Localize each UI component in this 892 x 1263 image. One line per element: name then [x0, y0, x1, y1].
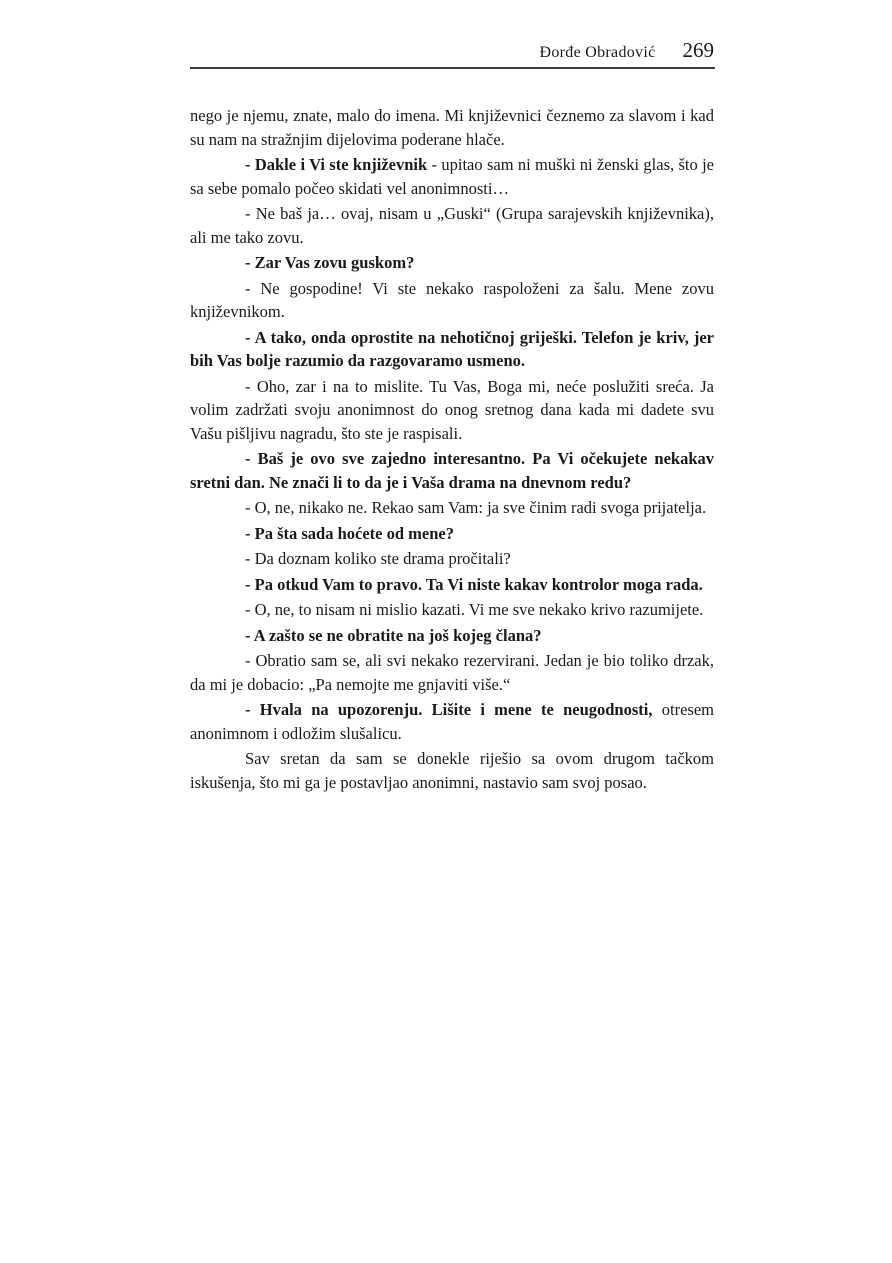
dialogue-bold-segment: - A tako, onda oprostite na nehotičnoj griješki. Telefon je kriv, jer bih Vas bolje razumio da razgovaramo usmeno.	[190, 327, 714, 370]
paragraph	[190, 522, 714, 546]
paragraph	[190, 573, 714, 597]
dialogue-bold-segment: - A zašto se ne obratite na još kojeg člana?	[245, 625, 542, 645]
dialogue-bold-segment: - Baš je ovo sve zajedno interesantno. Pa Vi očekujete nekakav sretni dan. Ne znači li to da je i Vaša drama na dnevnom redu?	[190, 449, 714, 492]
paragraph	[190, 624, 714, 648]
paragraph	[190, 277, 714, 324]
paragraph	[190, 251, 714, 275]
dialogue-bold-segment: - Dakle i Vi ste književnik	[245, 155, 428, 174]
paragraph	[190, 547, 714, 571]
paragraph	[190, 104, 714, 151]
text-segment: otresem anonimnom i odložim slušalicu.	[190, 700, 714, 743]
running-header	[190, 38, 714, 63]
text-segment: Sav sretan da sam se donekle riješio sa ovom drugom tačkom iskušenja, što mi ga je postavljao anonimni, nastavio sam svoj posao.	[190, 749, 714, 792]
paragraph	[190, 375, 714, 446]
paragraph	[190, 598, 714, 622]
text-segment: - Ne baš ja… ovaj, nisam u „Guski“ (Grupa sarajevskih književnika), ali me tako zovu.	[190, 204, 714, 247]
paragraph	[190, 326, 714, 373]
text-segment: - Ne gospodine! Vi ste nekako raspoloženi za šalu. Mene zovu književnikom.	[190, 278, 714, 321]
paragraph	[190, 153, 714, 200]
text-segment: nego je njemu, znate, malo do imena. Mi književnici čeznemo za slavom i kad su nam na stražnjim dijelovima poderane hlače.	[190, 106, 714, 149]
dialogue-bold-segment: - Pa otkud Vam to pravo. Ta Vi niste kakav kontrolor moga rada.	[245, 574, 703, 594]
paragraph	[190, 698, 714, 745]
page-body	[190, 104, 714, 796]
paragraph	[190, 202, 714, 249]
dialogue-bold-segment: - Hvala na upozorenju. Lišite i mene te neugodnosti,	[245, 700, 653, 719]
text-segment: - Da doznam koliko ste drama pročitali?	[245, 549, 511, 568]
page-number: 269	[682, 38, 714, 62]
text-segment: - Obratio sam se, ali svi nekako rezervirani. Jedan je bio toliko drzak, da mi je dobacio: „Pa nemojte me gnjaviti više.“	[190, 651, 714, 694]
paragraph	[190, 447, 714, 494]
text-segment: - Oho, zar i na to mislite. Tu Vas, Boga mi, neće poslužiti sreća. Ja volim zadržati svoju anonimnost do onog sretnog dana kada mi dadete svu Vašu pišljivu nagradu, što ste je raspisali.	[190, 376, 714, 443]
paragraph	[190, 496, 714, 520]
header-rule	[190, 67, 715, 69]
dialogue-bold-segment: - Zar Vas zovu guskom?	[245, 253, 415, 272]
dialogue-bold-segment: - Pa šta sada hoćete od mene?	[245, 523, 454, 543]
text-segment: - upitao sam ni muški ni ženski glas, što je sa sebe pomalo počeo skidati vel anonimnosti…	[190, 155, 714, 198]
paragraph	[190, 649, 714, 696]
paragraph	[190, 747, 714, 794]
text-segment: - O, ne, to nisam ni mislio kazati. Vi me sve nekako krivo razumijete.	[245, 600, 704, 619]
text-segment: - O, ne, nikako ne. Rekao sam Vam: ja sve činim radi svoga prijatelja.	[245, 498, 707, 517]
running-header-author: Đorđe Obradović	[539, 44, 656, 61]
